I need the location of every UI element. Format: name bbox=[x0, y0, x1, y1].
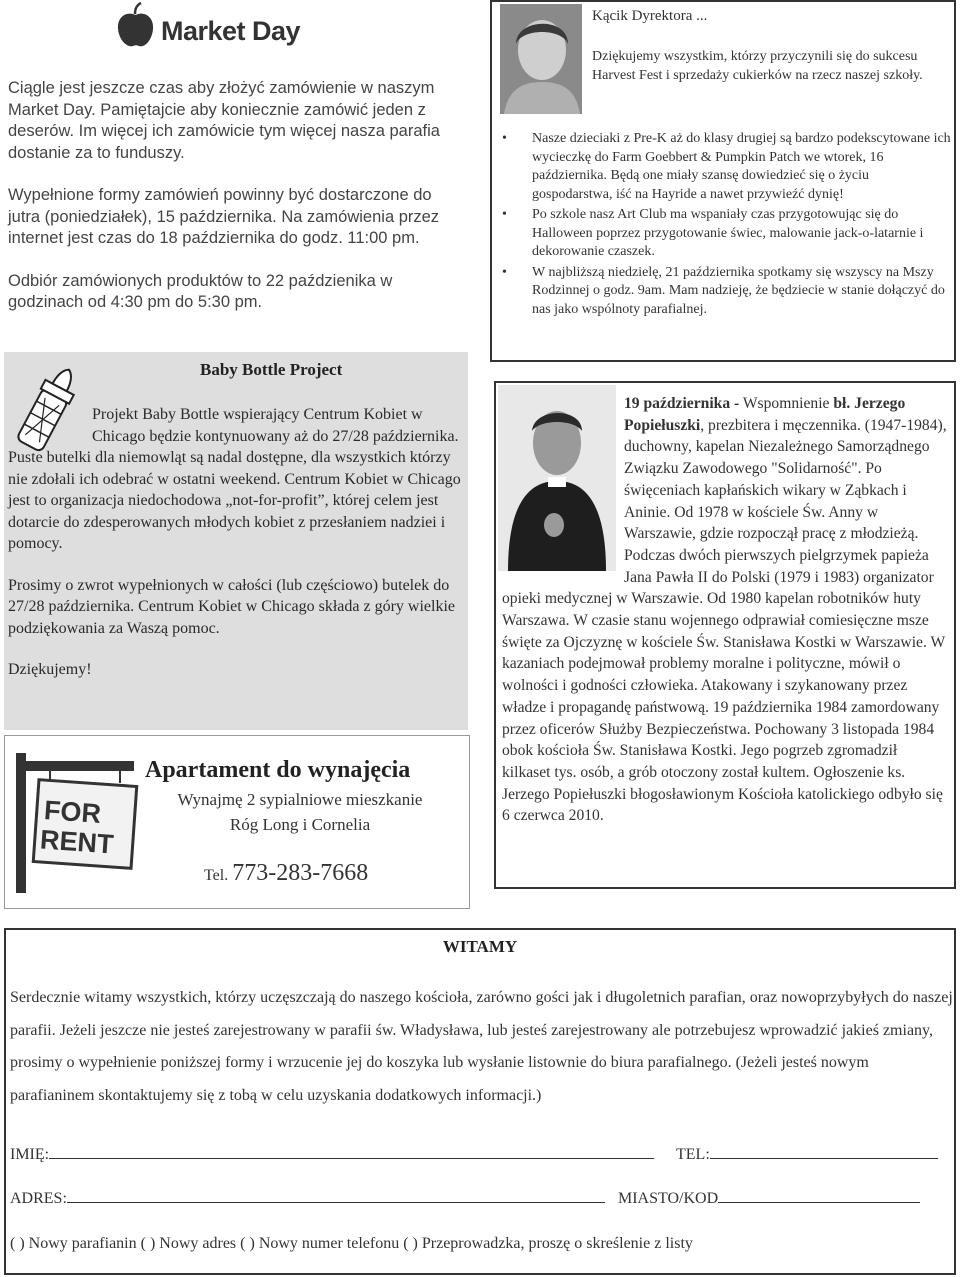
baby-bottle-text bbox=[8, 404, 464, 701]
for-rent-sign-icon bbox=[10, 745, 140, 895]
director-intro: Dziękujemy wszystkim, którzy przyczynili się do sukcesu Harvest Fest i sprzedaży cukierków na rzecz naszej szkoły. bbox=[592, 49, 923, 83]
city-label: MIASTO/KOD bbox=[618, 1190, 719, 1207]
welcome-title: WITAMY bbox=[442, 937, 518, 956]
address-label: ADRES: bbox=[10, 1190, 67, 1207]
list-item: • Nasze dzieciaki z Pre-K aż do klasy drugiej są bardzo podekscytowane ich wycieczkę do Farm Goebbert & Pumpkin Patch we wtorek, 16 października. Będą one miały szansę dowiedzieć się o życiu gospodarstwa, iść na Hayride a nawet przywieźć dynię! bbox=[502, 131, 951, 202]
apartment-phone bbox=[204, 860, 368, 887]
date-bold: 19 października - bbox=[624, 395, 740, 412]
address-row bbox=[10, 1190, 605, 1208]
popieluszko-text: 19 października - Wspomnienie bł. Jerzego Popiełuszki, prezbitera i męczennika. (1947-1984), duchowny, kapelan Niezależnego Samorządnego Związku Zawodowego "Solidarność". Po święceniach kapłańskich wikary w Ząbkach i Aninie. Od 1978 w kościele Św. Anny w Warszawie, gdzie rozpoczął pracę z młodzieżą. Podczas dwóch pierwszych pielgrzymek papieża Jana Pawła II do Polski (1979 i 1983) organizator opieki medycznej w Warszawie. Od 1980 kapelan robotników huty Warszawa. W czasie stanu wojennego odprawiał comiesięczne msze święte za Ojczyznę w kościele Św. Stanisława Kostki w Warszawie. W kazaniach podejmował problemy moralne i polityczne, mówił o wolności i godności człowieka. Atakowany i szykanowany przez władze i propagandę państwową. 19 października 1984 zamordowany przez oficerów Służby Bezpieczeństwa. Pochowany 3 listopada 1984 obok kościoła Św. Stanisława Kostki. Jego pogrzeb zgromadził kilkaset tys. osób, a grób otoczony został kultem. Ogłoszenie ks. Jerzego Popiełuszki błogosławionym Kościoła katolickiego odbyło się 6 czerwca 2010. bbox=[502, 395, 947, 825]
bullet-icon: • bbox=[502, 264, 507, 280]
phone-number: 773-283-7668 bbox=[232, 860, 369, 886]
option-new-address[interactable]: ( ) Nowy adres bbox=[140, 1235, 237, 1252]
baby-bottle-title: Baby Bottle Project bbox=[200, 360, 343, 379]
market-day-text bbox=[8, 78, 458, 335]
photo-spacer bbox=[502, 393, 620, 571]
option-move-remove[interactable]: ( ) Przeprowadzka, proszę o skreślenie z listy bbox=[403, 1235, 693, 1252]
apartment-title: Apartament do wynajęcia bbox=[145, 757, 411, 783]
bullet-icon: • bbox=[502, 207, 507, 222]
baby-bottle-paragraph: Prosimy o zwrot wypełnionych w całości (lub częściowo) butelek do 27/28 października. Centrum Kobiet w Chicago składa z góry wielkie podziękowania za Waszą pomoc. bbox=[8, 576, 455, 637]
biography: , prezbitera i męczennika. (1947-1984), duchowny, kapelan Niezależnego Samorządnego Związku Zawodowego "Solidarność". Po święceniach kapłańskich wikary w Ząbkach i Aninie. Od 1978 w kościele Św. Anny w Warszawie, gdzie rozpoczął pracę z młodzieżą. Podczas dwóch pierwszych pielgrzymek papieża Jana Pawła II do Polski (1979 i 1983) organizator opieki medycznej w Warszawie. Od 1980 kapelan robotników huty Warszawa. W czasie stanu wojennego odprawiał comiesięczne msze święte za Ojczyznę w kościele Św. Stanisława Kostki w Warszawie. W kazaniach podejmował problemy moralne i polityczne, mówił o wolności i godności człowieka. Atakowany i szykanowany przez władze i propagandę państwową. 19 października 1984 zamordowany przez oficerów Służby Bezpieczeństwa. Pochowany 3 listopada 1984 obok kościoła Św. Stanisława Kostki. Jego pogrzeb zgromadził kilkaset tys. osób, a grób otoczony został kultem. Ogłoszenie ks. Jerzego Popiełuszki błogosławionym Kościoła katolickiego odbyło się 6 czerwca 2010. bbox=[502, 416, 947, 825]
tel-label: TEL: bbox=[676, 1146, 710, 1163]
sign-rent-text: RENT bbox=[39, 824, 115, 860]
apartment-line: Róg Long i Cornelia bbox=[229, 815, 371, 834]
baby-bottle-paragraph: Projekt Baby Bottle wspierający Centrum Kobiet w Chicago będzie kontynuowany aż do 27/28 października. bbox=[92, 406, 459, 445]
address-field[interactable] bbox=[67, 1190, 605, 1203]
market-day-paragraph: Ciągle jest jeszcze czas aby złożyć zamówienie w naszym Market Day. Pamiętajcie aby koniecznie zamówić jeden z deserów. Im więcej ich zamówicie tym więcej nasza parafia dostanie za to funduszy. bbox=[8, 79, 440, 162]
market-day-paragraph: Wypełnione formy zamówień powinny być dostarczone do jutra (poniedziałek), 15 października. Na zamówienia przez internet jest czas do 18 października do godz. 11:00 pm. bbox=[8, 186, 440, 247]
person-name: Jerzego Popiełuszki bbox=[624, 395, 906, 434]
name-field[interactable] bbox=[49, 1146, 654, 1159]
phone-label: Tel. bbox=[204, 867, 229, 884]
welcome-text: Serdecznie witamy wszystkich, którzy uczęszczają do naszego kościoła, zarówno gości jak i długoletnich parafian, oraz nowoprzybyłych do naszej parafii. Jeżeli jeszcze nie jesteś zarejestrowany w parafii św. Władysława, lub jesteś zarejestrowany ale potrzebujesz wprowadzić jakieś zmiany, prosimy o wypełnienie poniższej formy i wrzucenie jej do koszyka lub wysłanie listownie do biura parafialnego. (Jeżeli jesteś nowym parafianinem skontaktujemy się z tobą w celu uzyskania dodatkowych informacji.) bbox=[10, 989, 953, 1104]
options-row bbox=[10, 1235, 693, 1253]
name-label: IMIĘ: bbox=[10, 1146, 50, 1163]
apartment-line: Wynajmę 2 sypialniowe mieszkanie bbox=[177, 790, 423, 809]
list-item: • W najbliższą niedzielę, 21 października spotkamy się wszyscy na Mszy Rodzinnej o godz. 9am. Mam nadzieję, że będziecie w stanie dołączyć do nas jako wspólnoty parafialnej. bbox=[502, 264, 945, 317]
market-day-paragraph: Odbiór zamówionych produktów to 22 paździenika w godzinach od 4:30 pm do 5:30 pm. bbox=[8, 271, 393, 311]
sign-for-text: FOR bbox=[43, 795, 103, 829]
director-photo bbox=[500, 4, 582, 114]
baby-bottle-paragraph: Puste butelki dla niemowląt są nadal dostępne, dla wszystkich którzy nie zdołali ich odebrać w ostatni weekend. Centrum Kobiet w Chicago jest to organizacja niedochodowa „not-for-profit”, której celem jest dotarcie do zdesperowanych młodych kobiet z przesłaniem nadziei i pomocy. bbox=[8, 449, 461, 552]
director-list bbox=[502, 130, 952, 321]
market-day-logo-text: Market Day bbox=[161, 16, 301, 46]
bullet-icon: • bbox=[502, 131, 507, 146]
baby-bottle-thanks: Dziękujemy! bbox=[8, 661, 92, 678]
tel-row bbox=[676, 1146, 938, 1164]
option-new-parishioner[interactable]: ( ) Nowy parafianin bbox=[10, 1235, 137, 1252]
city-row bbox=[618, 1190, 920, 1208]
name-row bbox=[10, 1146, 654, 1164]
tel-field[interactable] bbox=[710, 1146, 938, 1159]
city-field[interactable] bbox=[718, 1190, 920, 1203]
list-item: • Po szkole nasz Art Club ma wspaniały czas przygotowując się do Halloween poprzez przygotowanie świec, malowanie jack-o-latarnie i dekorowanie czaszek. bbox=[502, 207, 924, 259]
director-title: Kącik Dyrektora ... bbox=[592, 8, 708, 24]
market-day-logo bbox=[115, 2, 315, 52]
option-new-phone[interactable]: ( ) Nowy numer telefonu bbox=[240, 1235, 400, 1252]
